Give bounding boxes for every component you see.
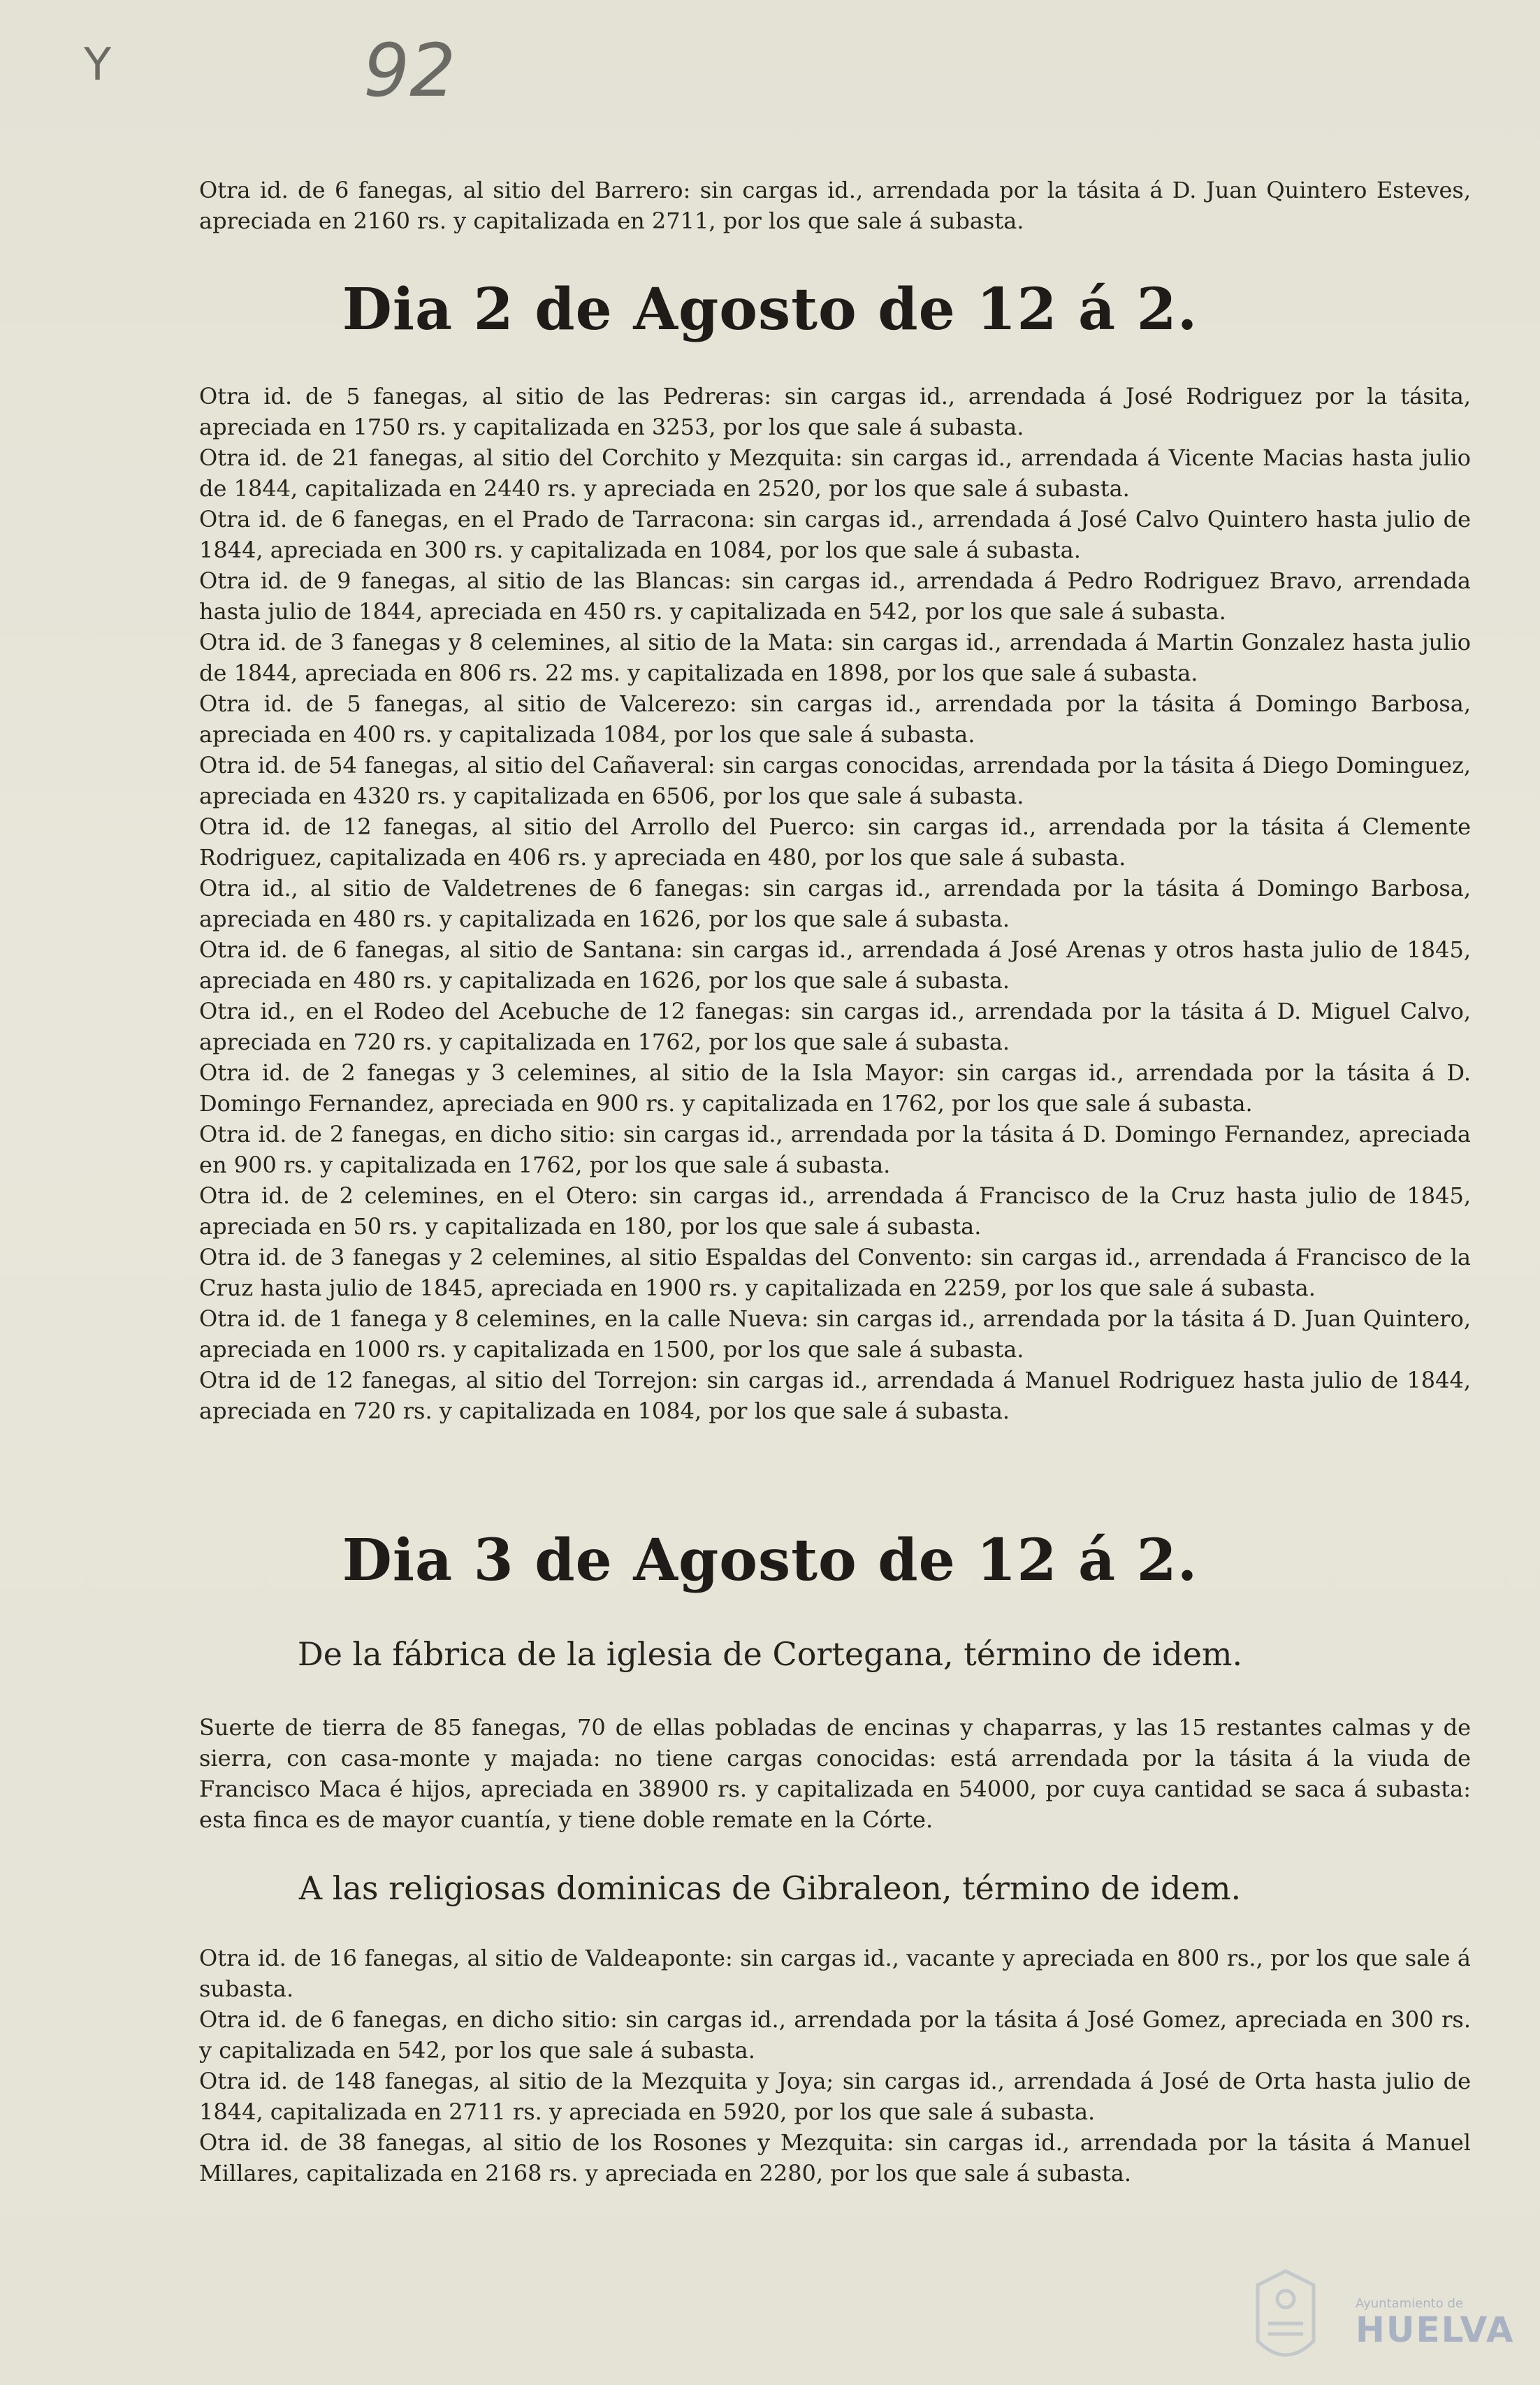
section-heading-day-3: Dia 3 de Agosto de 12 á 2. <box>342 1527 1198 1594</box>
entry-item: Otra id., al sitio de Valdetrenes de 6 fanegas: sin cargas id., arrendada por la tásita á Domingo Barbosa, apreciada en 480 rs. y capitalizada en 1626, por los que sale á subasta. <box>199 875 1471 932</box>
section-heading-day-2: Dia 2 de Agosto de 12 á 2. <box>342 276 1198 343</box>
entry-item: Otra id. de 12 fanegas, al sitio del Arrollo del Puerco: sin cargas id., arrendada por la tásita á Clemente Rodriguez, capitalizada en 406 rs. y apreciada en 480, por los que sale á subasta. <box>199 813 1471 871</box>
opening-paragraph: Otra id. de 6 fanegas, al sitio del Barrero: sin cargas id., arrendada por la tásita á D. Juan Quintero Esteves, apreciada en 2160 rs. y capitalizada en 2711, por los que sale á subasta. <box>199 177 1471 234</box>
handwritten-page-number: 92 <box>363 28 456 113</box>
handwritten-mark: Y <box>84 39 112 91</box>
entry-item: Otra id. de 9 fanegas, al sitio de las Blancas: sin cargas id., arrendada á Pedro Rodriguez Bravo, arrendada hasta julio de 1844, apreciada en 450 rs. y capitalizada en 542, por los que sale á subasta. <box>199 567 1471 625</box>
entry-item: Otra id. de 3 fanegas y 2 celemines, al sitio Espaldas del Convento: sin cargas id., arrendada á Francisco de la Cruz hasta julio de 1845, apreciada en 1900 rs. y capitalizada en 2259, por los que sale á subasta. <box>199 1244 1471 1301</box>
section-3-entries <box>199 1943 1471 2189</box>
entry-item: Otra id. de 1 fanega y 8 celemines, en la calle Nueva: sin cargas id., arrendada por la tásita á D. Juan Quintero, apreciada en 1000 rs. y capitalizada en 1500, por los que sale á subasta. <box>199 1305 1471 1363</box>
entry-item: Otra id de 12 fanegas, al sitio del Torrejon: sin cargas id., arrendada á Manuel Rodriguez hasta julio de 1844, apreciada en 720 rs. y capitalizada en 1084, por los que sale á subasta. <box>199 1367 1471 1424</box>
section-1-entries <box>199 381 1471 1426</box>
subheading-cortegana: De la fábrica de la iglesia de Cortegana, término de idem. <box>297 1635 1243 1673</box>
subheading-gibraleon: A las religiosas dominicas de Gibraleon, término de idem. <box>298 1869 1242 1907</box>
entry-item: Otra id. de 2 fanegas y 3 celemines, al sitio de la Isla Mayor: sin cargas id., arrendada por la tásita á D. Domingo Fernandez, apreciada en 900 rs. y capitalizada en 1762, por los que sale á subasta. <box>199 1059 1471 1117</box>
opening-paragraph-block <box>199 175 1471 236</box>
entry-item: Otra id. de 16 fanegas, al sitio de Valdeaponte: sin cargas id., vacante y apreciada en 800 rs., por los que sale á subasta. <box>199 1945 1471 2002</box>
entry-item: Otra id. de 3 fanegas y 8 celemines, al sitio de la Mata: sin cargas id., arrendada á Martin Gonzalez hasta julio de 1844, apreciada en 806 rs. 22 ms. y capitalizada en 1898, por los que sale á subasta. <box>199 629 1471 686</box>
entry-item: Otra id. de 54 fanegas, al sitio del Cañaveral: sin cargas conocidas, arrendada por la tásita á Diego Dominguez, apreciada en 4320 rs. y capitalizada en 6506, por los que sale á subasta. <box>199 752 1471 809</box>
cortegana-paragraph: Suerte de tierra de 85 fanegas, 70 de ellas pobladas de encinas y chaparras, y las 15 restantes calmas y de sierra, con casa-monte y majada: no tiene cargas conocidas: está arrendada por la tásita á la viuda de Francisco Maca é hijos, apreciada en 38900 rs. y capitalizada en 54000, por cuya cantidad se saca á subasta: esta finca es de mayor cuantía, y tiene doble remate en la Córte. <box>199 1714 1471 1833</box>
entry-item: Otra id., en el Rodeo del Acebuche de 12 fanegas: sin cargas id., arrendada por la tásita á D. Miguel Calvo, apreciada en 720 rs. y capitalizada en 1762, por los que sale á subasta. <box>199 998 1471 1055</box>
watermark-large-text: HUELVA <box>1356 2310 1515 2350</box>
watermark-small-text: Ayuntamiento de <box>1356 2296 1463 2311</box>
entry-item: Otra id. de 6 fanegas, al sitio de Santana: sin cargas id., arrendada á José Arenas y otros hasta julio de 1845, apreciada en 480 rs. y capitalizada en 1626, por los que sale á subasta. <box>199 936 1471 994</box>
entry-item: Otra id. de 2 celemines, en el Otero: sin cargas id., arrendada á Francisco de la Cruz hasta julio de 1845, apreciada en 50 rs. y capitalizada en 180, por los que sale á subasta. <box>199 1182 1471 1240</box>
entry-item: Otra id. de 38 fanegas, al sitio de los Rosones y Mezquita: sin cargas id., arrendada por la tásita á Manuel Millares, capitalizada en 2168 rs. y apreciada en 2280, por los que sale á subasta. <box>199 2129 1471 2187</box>
entry-item: Otra id. de 5 fanegas, al sitio de Valcerezo: sin cargas id., arrendada por la tásita á Domingo Barbosa, apreciada en 400 rs. y capitalizada 1084, por los que sale á subasta. <box>199 690 1471 748</box>
section-2-body <box>199 1712 1471 1835</box>
entry-item: Otra id. de 5 fanegas, al sitio de las Pedreras: sin cargas id., arrendada á José Rodriguez por la tásita, apreciada en 1750 rs. y capitalizada en 3253, por los que sale á subasta. <box>199 383 1471 440</box>
entry-item: Otra id. de 2 fanegas, en dicho sitio: sin cargas id., arrendada por la tásita á D. Domingo Fernandez, apreciada en 900 rs. y capitalizada en 1762, por los que sale á subasta. <box>199 1121 1471 1178</box>
entry-item: Otra id. de 6 fanegas, en dicho sitio: sin cargas id., arrendada por la tásita á José Gomez, apreciada en 300 rs. y capitalizada en 542, por los que sale á subasta. <box>199 2006 1471 2064</box>
entry-item: Otra id. de 6 fanegas, en el Prado de Tarracona: sin cargas id., arrendada á José Calvo Quintero hasta julio de 1844, apreciada en 300 rs. y capitalizada en 1084, por los que sale á subasta. <box>199 506 1471 563</box>
entry-item: Otra id. de 148 fanegas, al sitio de la Mezquita y Joya; sin cargas id., arrendada á José de Orta hasta julio de 1844, capitalizada en 2711 rs. y apreciada en 5920, por los que sale á subasta. <box>199 2068 1471 2125</box>
entry-item: Otra id. de 21 fanegas, al sitio del Corchito y Mezquita: sin cargas id., arrendada á Vicente Macias hasta julio de 1844, capitalizada en 2440 rs. y apreciada en 2520, por los que sale á subasta. <box>199 444 1471 502</box>
